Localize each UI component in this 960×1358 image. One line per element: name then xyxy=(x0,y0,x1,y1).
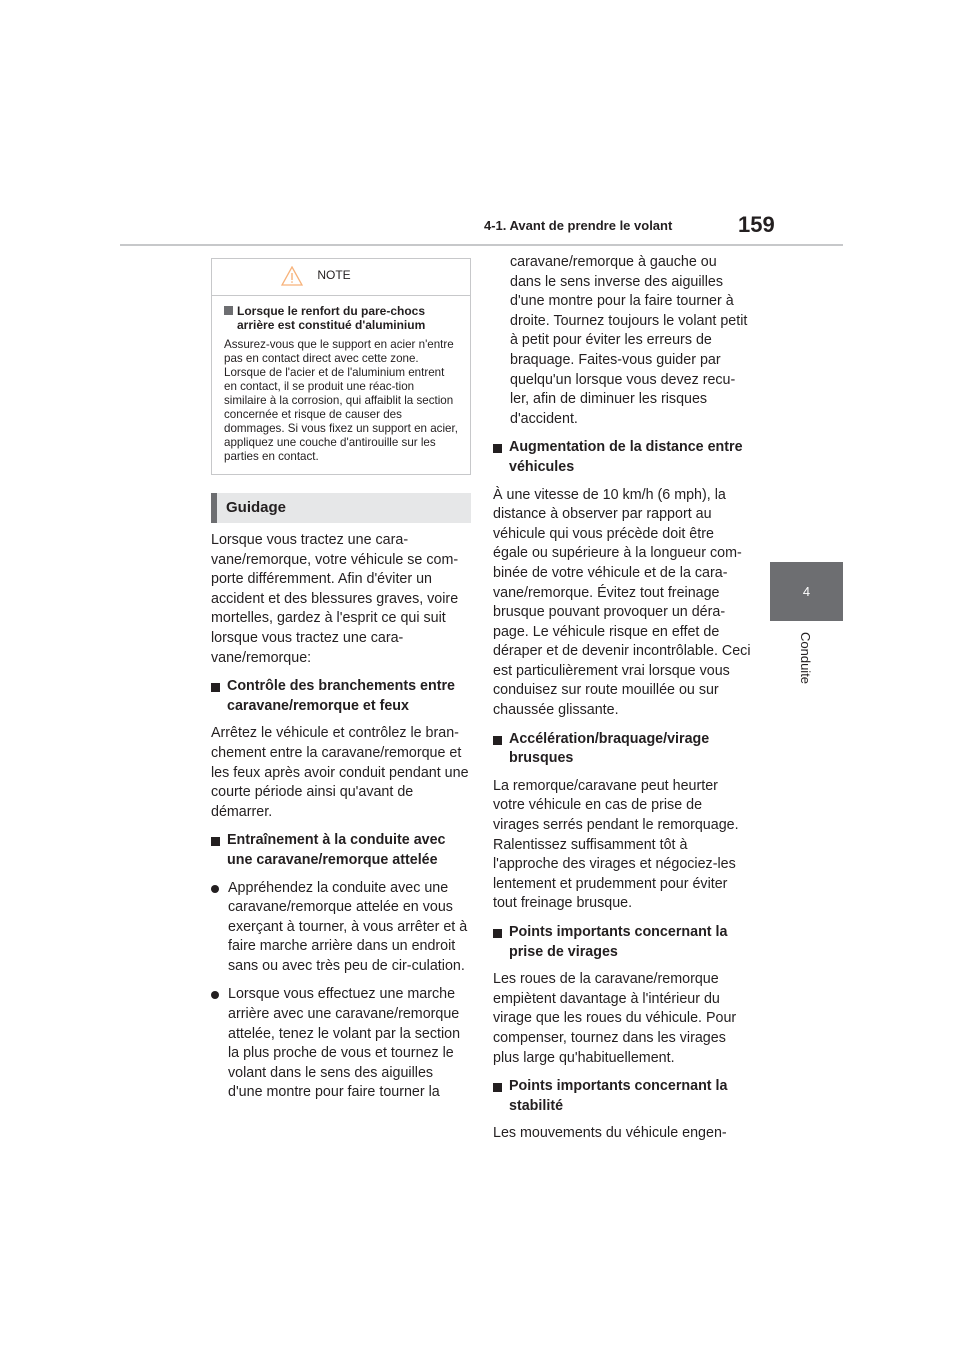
square-bullet-icon xyxy=(224,306,233,315)
intro-paragraph: Lorsque vous tractez une cara-vane/remorque, votre véhicule se com-porte différemment. Afin d'éviter un accident et des blessures graves, voire mortelles, gardez à l'esprit ce qui suit lorsque vous tractez une cara-vane/remorque: xyxy=(211,532,459,666)
subheading-entrainement xyxy=(211,831,471,870)
square-bullet-icon xyxy=(493,929,502,938)
paragraph-virages: Les roues de la caravane/remorque empiètent davantage à l'intérieur du virage que les roues du véhicule. Pour compenser, tournez dans les virages plus large qu'habituellement. xyxy=(493,971,737,1066)
note-divider xyxy=(212,295,470,296)
round-bullet-icon xyxy=(211,991,219,999)
round-bullet-icon xyxy=(211,885,219,893)
header-section-title: 4-1. Avant de prendre le volant xyxy=(484,218,673,233)
subheading-text: Points importants concernant la stabilité xyxy=(509,1078,728,1114)
chapter-number: 4 xyxy=(802,584,811,599)
bullet-text: Lorsque vous effectuez une marche arrière avec une caravane/remorque attelée, tenez le volant par la section la plus proche de vous et tournez le volant dans le sens des aiguilles d'une montre pour faire tourner la xyxy=(228,986,461,1101)
subheading-distance xyxy=(493,438,751,477)
subheading-stabilite xyxy=(493,1077,751,1116)
warning-triangle-icon xyxy=(281,266,303,286)
header-divider xyxy=(120,244,843,246)
paragraph-stabilite: Les mouvements du véhicule engen- xyxy=(493,1125,727,1142)
square-bullet-icon xyxy=(493,444,502,453)
bullet-text: Appréhendez la conduite avec une caravane/remorque attelée en vous exerçant à tourner, à vous arrêter et à faire marche arrière dans un endroit sans ou avec très peu de cir-culation. xyxy=(228,879,468,974)
paragraph-acceleration: La remorque/caravane peut heurter votre véhicule en cas de prise de virages serrés pendant le remorquage. Ralentissez suffisamment tôt à l'approche des virages et négociez-les lentement et prudemment pour éviter tout freinage brusque. xyxy=(493,777,739,912)
subheading-acceleration xyxy=(493,730,751,769)
note-heading: NOTE xyxy=(317,268,351,283)
square-bullet-icon xyxy=(211,683,220,692)
note-box xyxy=(211,258,471,475)
subheading-controle xyxy=(211,677,471,716)
subheading-text: Augmentation de la distance entre véhicules xyxy=(509,439,743,475)
paragraph-distance: À une vitesse de 10 km/h (6 mph), la distance à observer par rapport au véhicule qui vous précède doit être égale ou supérieure à la longueur com-binée de votre véhicule et de la cara-vane/remorque. Évitez tout freinage brusque pouvant provoquer un déra-page. Le véhicule risque en effet de déraper et de devenir incontrôlable. Ceci est particulièrement vrai lorsque vous conduisez sur route mouillée ou sur chaussée glissante. xyxy=(493,486,751,719)
section-title-text: Guidage xyxy=(226,499,287,517)
left-column xyxy=(211,258,471,1112)
subheading-text: Points importants concernant la prise de virages xyxy=(509,924,728,960)
paragraph-controle: Arrêtez le véhicule et contrôlez le bran-chement entre la caravane/remorque et les feux après avoir conduit pendant une courte période ainsi qu'avant de démarrer. xyxy=(211,725,469,820)
bullet-item xyxy=(211,985,471,1103)
right-column xyxy=(493,253,751,1153)
note-body xyxy=(224,338,458,464)
chapter-label: Conduite xyxy=(798,632,813,685)
subheading-text: Entraînement à la conduite avec une caravane/remorque attelée xyxy=(227,832,446,868)
note-title-text: Lorsque le renfort du pare-chocs arrière est constitué d'aluminium xyxy=(237,304,426,332)
chapter-tab xyxy=(770,562,843,621)
subheading-text: Contrôle des branchements entre caravane/remorque et feux xyxy=(227,678,456,714)
subheading-virages xyxy=(493,923,751,962)
square-bullet-icon xyxy=(493,736,502,745)
square-bullet-icon xyxy=(211,837,220,846)
square-bullet-icon xyxy=(493,1083,502,1092)
page-number: 159 xyxy=(738,212,775,237)
subheading-text: Accélération/braquage/virage brusques xyxy=(509,730,710,767)
note-header xyxy=(174,265,458,287)
note-body-text: Assurez-vous que le support en acier n'entre pas en contact direct avec cette zone. Lorsque de l'acier et de l'aluminium entrent en contact, il se produit une réac-tion similaire à la corrosion, qui affaiblit la section concernée et risque de causer des dommages. Si vous fixez un support en acier, appliquez une couche d'antirouille sur les parties en contact. xyxy=(224,338,458,463)
note-title xyxy=(224,304,458,332)
section-title-guidage xyxy=(211,493,471,523)
bullet-item xyxy=(211,879,471,977)
bullet-continuation: caravane/remorque à gauche ou dans le sens inverse des aiguilles d'une montre pour la faire tourner à droite. Tournez toujours le volant petit à petit pour éviter les erreurs de braquage. Faites-vous guider par quelqu'un lorsque vous devez recu-ler, afin de diminuer les risques d'accident. xyxy=(510,254,748,427)
